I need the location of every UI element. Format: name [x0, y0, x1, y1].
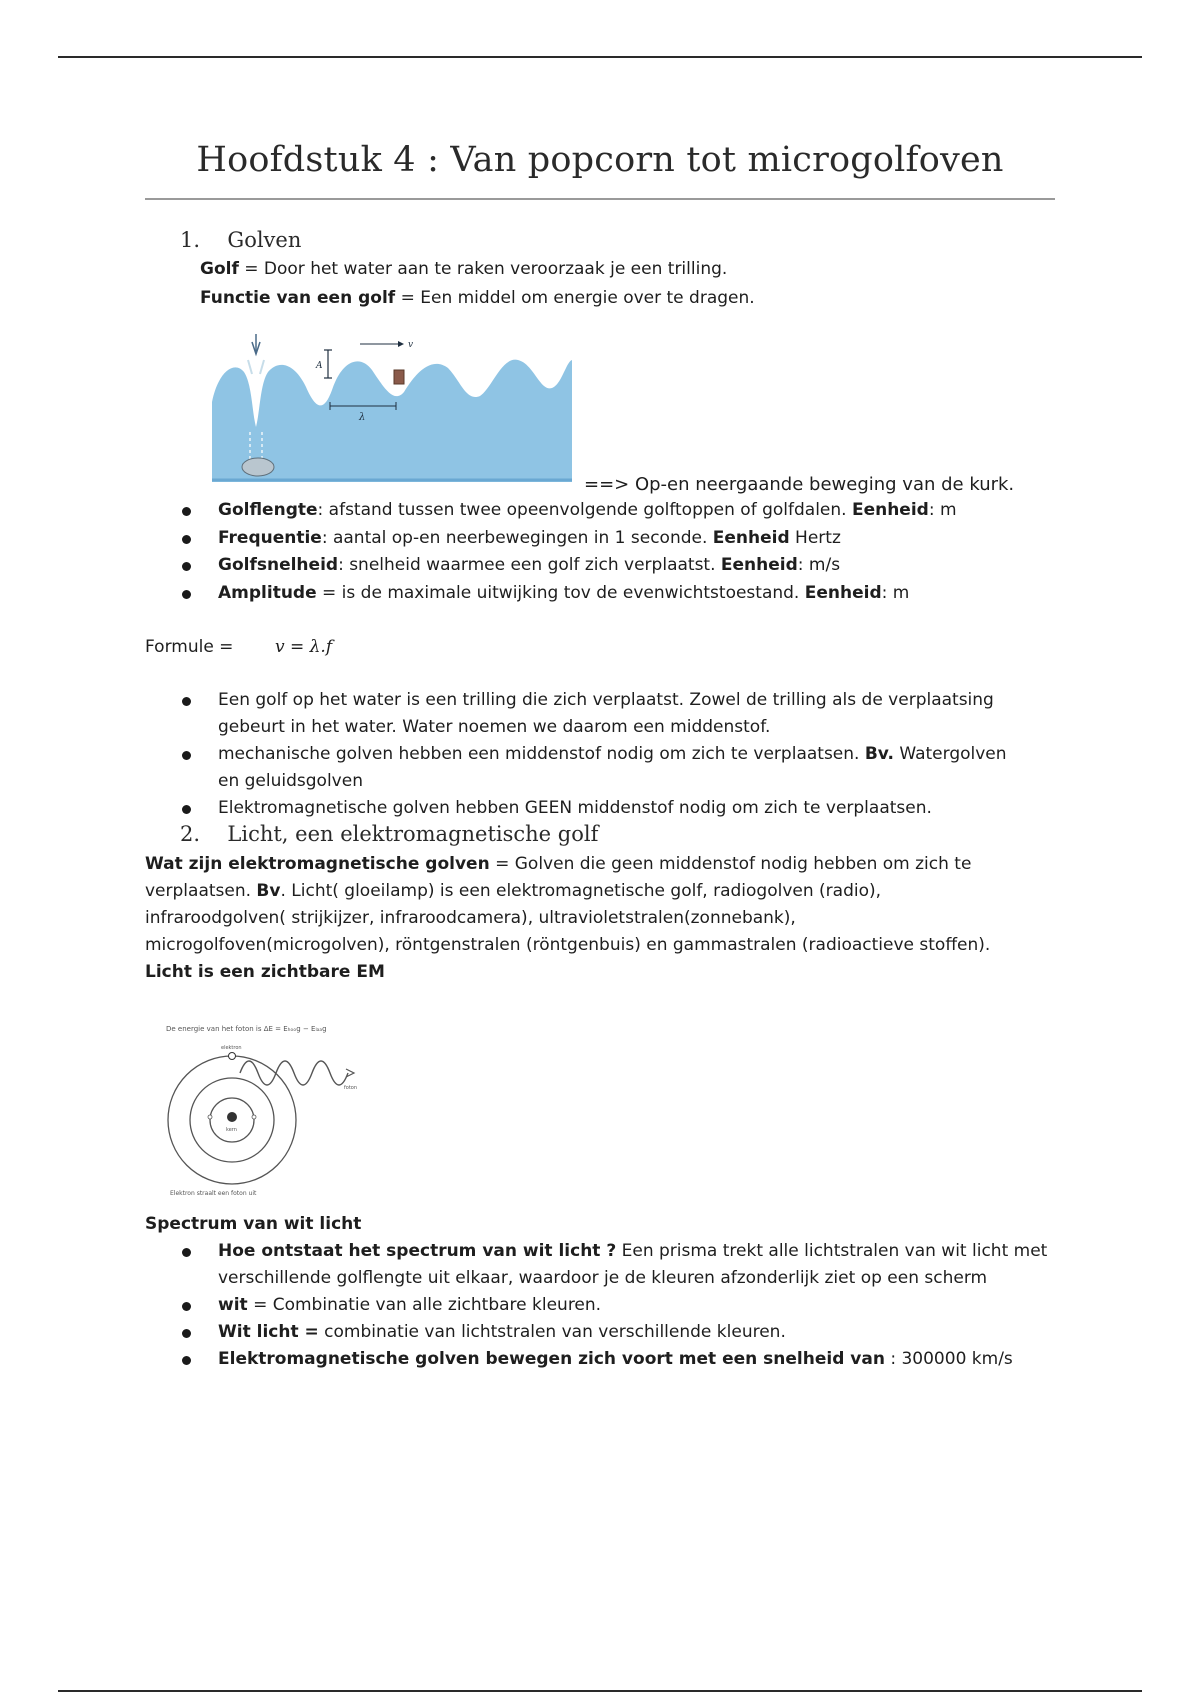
- golf-def: = Door het water aan te raken veroorzaak je een trilling.: [238, 259, 728, 279]
- page-title: Hoofdstuk 4 : Van popcorn tot microgolfoven: [196, 140, 1004, 180]
- stone-icon: [242, 458, 274, 476]
- amplitude-label: A: [316, 361, 323, 371]
- bullet-dot: [182, 1329, 191, 1338]
- foton-label: foton: [344, 1085, 358, 1091]
- bullet-dot: [182, 1248, 191, 1257]
- bullet-dot: [182, 1356, 191, 1365]
- bullet-mechanisch-l1: mechanische golven hebben een middenstof nodig om zich te verplaatsen. Bv. Watergolven: [218, 744, 1007, 764]
- bullet-trilling-l2: gebeurt in het water. Water noemen we daarom een middenstof.: [218, 717, 771, 737]
- formula: v = λ.f: [275, 637, 333, 657]
- bullet-dot: [182, 805, 191, 814]
- bullet-dot: [182, 697, 191, 706]
- bullet-em-geen-middenstof: Elektromagnetische golven hebben GEEN middenstof nodig om zich te verplaatsen.: [218, 798, 932, 818]
- atom-caption-bottom: Elektron straalt een foton uit: [170, 1190, 257, 1197]
- cork-icon: [394, 370, 404, 384]
- bullet-mechanisch-l2: en geluidsgolven: [218, 771, 363, 791]
- bullet-dot: [182, 590, 191, 599]
- bullet-golfsnelheid: Golfsnelheid: snelheid waarmee een golf zich verplaatst. Eenheid: m/s: [218, 555, 841, 575]
- velocity-label: v: [408, 340, 414, 350]
- em-def-line3: infraroodgolven( strijkijzer, infraroodcamera), ultravioletstralen(zonnebank),: [145, 908, 796, 928]
- formula-label: Formule =: [145, 637, 234, 657]
- bullet-amplitude: Amplitude = is de maximale uitwijking tov de evenwichtstoestand. Eenheid: m: [218, 583, 910, 603]
- bullet-wit-licht: Wit licht = combinatie van lichtstralen van verschillende kleuren.: [218, 1322, 786, 1342]
- section-1-number: 1.: [180, 228, 201, 252]
- title-underline: [145, 198, 1055, 200]
- bullet-trilling-l1: Een golf op het water is een trilling die zich verplaatst. Zowel de trilling als de verplaatsing: [218, 690, 994, 710]
- wavelength-label: λ: [359, 412, 366, 423]
- functie-def: = Een middel om energie over te dragen.: [395, 288, 755, 308]
- elektron-label: elektron: [221, 1045, 242, 1051]
- bullet-dot: [182, 751, 191, 760]
- bullet-dot: [182, 507, 191, 516]
- golf-term: Golf: [200, 259, 239, 279]
- atom-caption-top: De energie van het foton is ΔE = Eₕₒₒg − Eₗₐₐg: [166, 1025, 327, 1033]
- bullet-golflengte: Golflengte: afstand tussen twee opeenvolgende golftoppen of golfdalen. Eenheid: m: [218, 500, 957, 520]
- water-wave-figure: [212, 332, 572, 482]
- em-def-line4: microgolfoven(microgolven), röntgenstralen (röntgenbuis) en gammastralen (radioactieve stoffen).: [145, 935, 991, 955]
- em-def-line2: verplaatsen. Bv. Licht( gloeilamp) is een elektromagnetische golf, radiogolven (radio),: [145, 881, 882, 901]
- bullet-dot: [182, 1302, 191, 1311]
- electron-icon: [229, 1053, 236, 1060]
- functie-term: Functie van een golf: [200, 288, 396, 308]
- bullet-em-snelheid: Elektromagnetische golven bewegen zich voort met een snelheid van : 300000 km/s: [218, 1349, 1013, 1369]
- em-def-line1: Wat zijn elektromagnetische golven = Golven die geen middenstof nodig hebben om zich te: [145, 854, 972, 874]
- section-2-number: 2.: [180, 822, 201, 846]
- top-rule: [58, 56, 1142, 58]
- figure-caption: ==> Op-en neergaande beweging van de kurk.: [584, 474, 1015, 495]
- bullet-dot: [182, 535, 191, 544]
- photon-wave: [240, 1061, 348, 1085]
- section-1-title: Golven: [227, 228, 302, 252]
- bottom-rule: [58, 1690, 1142, 1692]
- section-2-title: Licht, een elektromagnetische golf: [227, 822, 599, 846]
- bullet-frequentie: Frequentie: aantal op-en neerbewegingen in 1 seconde. Eenheid Hertz: [218, 528, 841, 548]
- kern-label: kern: [226, 1127, 237, 1133]
- bullet-dot: [182, 562, 191, 571]
- bullet-wit: wit = Combinatie van alle zichtbare kleuren.: [218, 1295, 602, 1315]
- atom-photon-figure: [150, 1005, 390, 1205]
- golf-definition: [200, 256, 727, 283]
- functie-definition: [200, 285, 755, 312]
- spectrum-heading: Spectrum van wit licht: [145, 1214, 362, 1234]
- section-1-heading: [180, 228, 301, 252]
- nucleus-icon: [227, 1112, 237, 1122]
- bullet-spectrum-l1: Hoe ontstaat het spectrum van wit licht ? Een prisma trekt alle lichtstralen van wit licht met: [218, 1241, 1048, 1261]
- bullet-spectrum-l2: verschillende golflengte uit elkaar, waardoor je de kleuren afzonderlijk ziet op een scherm: [218, 1268, 988, 1288]
- section-2-heading: [180, 822, 598, 846]
- visible-em-heading: Licht is een zichtbare EM: [145, 962, 385, 982]
